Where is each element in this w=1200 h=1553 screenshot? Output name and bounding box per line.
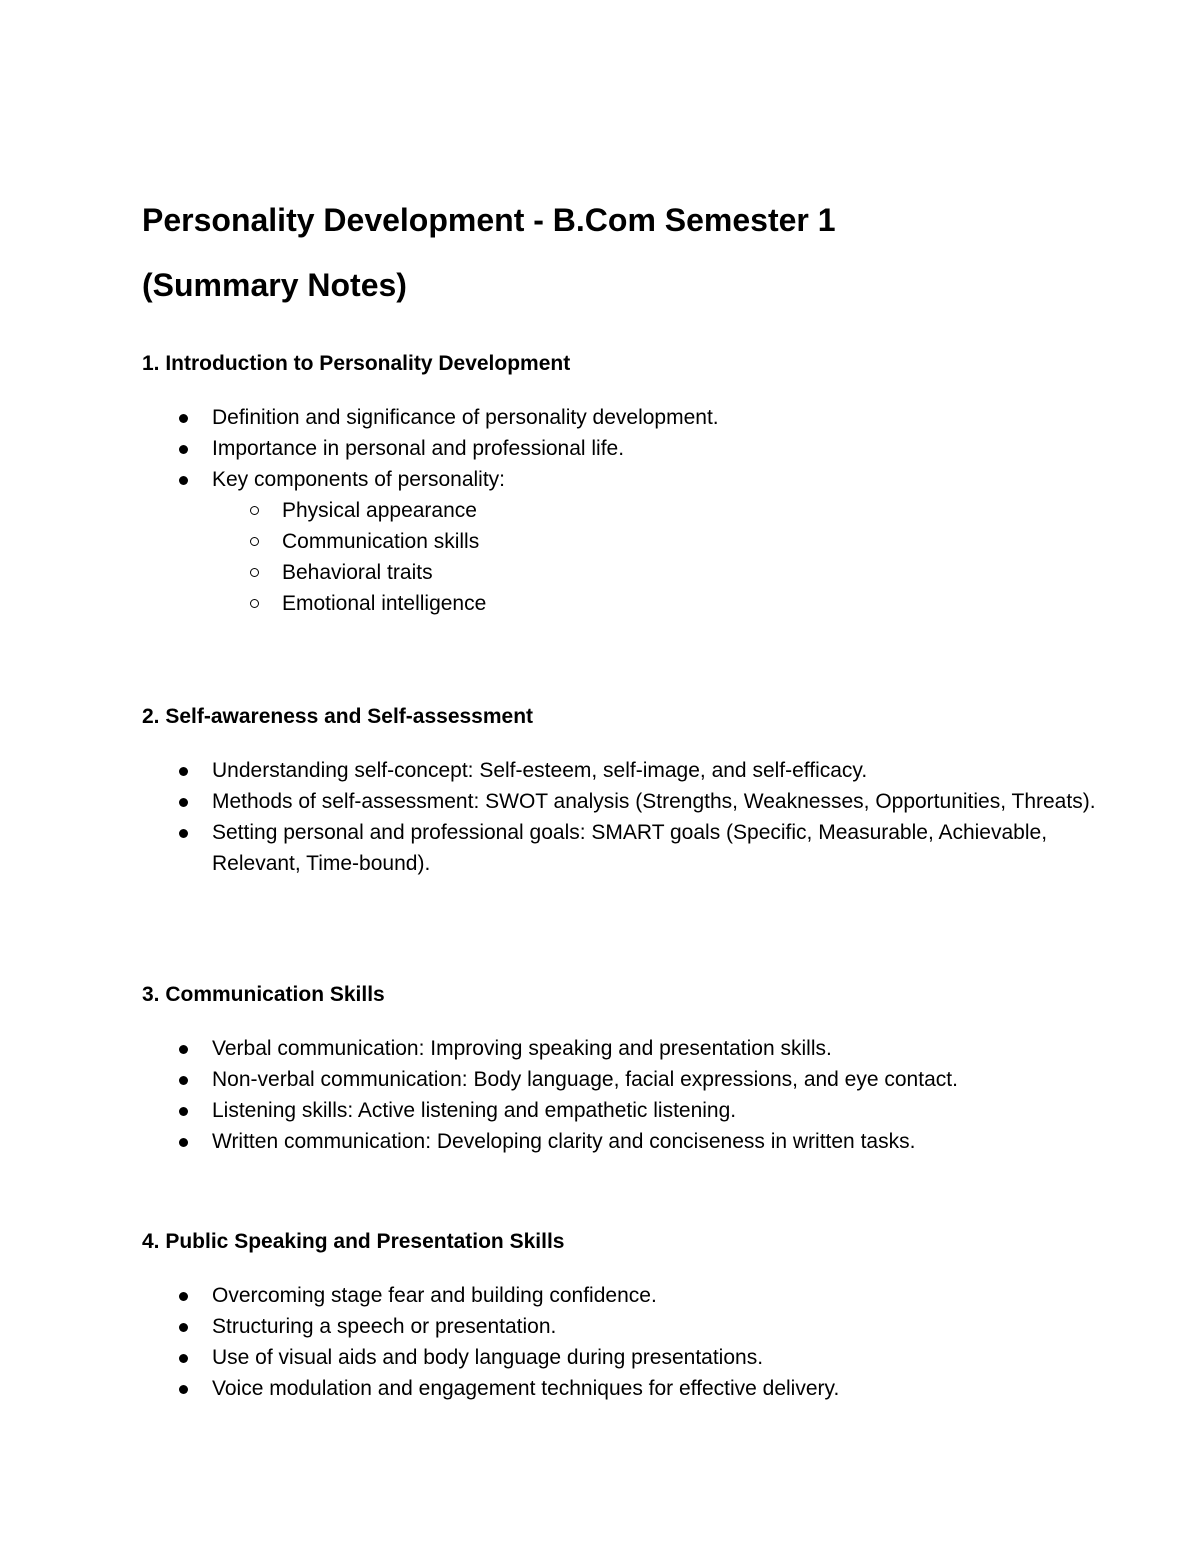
bullet-dot-icon xyxy=(179,1385,188,1394)
sub-list-item-text: Emotional intelligence xyxy=(282,592,487,615)
section-heading: 3. Communication Skills xyxy=(142,983,385,1006)
list-item xyxy=(142,786,1102,817)
list-item-text: Written communication: Developing clarity and conciseness in written tasks. xyxy=(212,1130,916,1153)
bullet-list xyxy=(142,755,1102,879)
bullet-dot-icon xyxy=(179,1323,188,1332)
sub-list-item-text: Physical appearance xyxy=(282,499,477,522)
list-item xyxy=(142,1095,1102,1126)
list-item-text: Overcoming stage fear and building confidence. xyxy=(212,1284,657,1307)
bullet-circle-icon xyxy=(250,537,259,546)
list-item-text: Verbal communication: Improving speaking and presentation skills. xyxy=(212,1037,832,1060)
bullet-dot-icon xyxy=(179,1076,188,1085)
section-self-awareness xyxy=(142,703,1102,879)
bullet-list xyxy=(142,1280,1102,1404)
sub-list-item-text: Behavioral traits xyxy=(282,561,433,584)
bullet-list xyxy=(142,402,1102,619)
bullet-dot-icon xyxy=(179,1138,188,1147)
section-introduction xyxy=(142,350,1102,619)
bullet-dot-icon xyxy=(179,1354,188,1363)
bullet-dot-icon xyxy=(179,798,188,807)
list-item xyxy=(142,817,1102,879)
bullet-dot-icon xyxy=(179,829,188,838)
list-item-text: Methods of self-assessment: SWOT analysis (Strengths, Weaknesses, Opportunities, Threats). xyxy=(212,790,1096,813)
bullet-circle-icon xyxy=(250,568,259,577)
bullet-circle-icon xyxy=(250,599,259,608)
list-item-text: Voice modulation and engagement techniques for effective delivery. xyxy=(212,1377,840,1400)
bullet-dot-icon xyxy=(179,445,188,454)
list-item xyxy=(142,1280,1102,1311)
list-item-text: Definition and significance of personality development. xyxy=(212,406,719,429)
sub-list-item xyxy=(142,557,1102,588)
bullet-circle-icon xyxy=(250,506,259,515)
list-item-text: Importance in personal and professional life. xyxy=(212,437,625,460)
section-public-speaking xyxy=(142,1228,1102,1404)
bullet-dot-icon xyxy=(179,414,188,423)
bullet-dot-icon xyxy=(179,1292,188,1301)
list-item-text: Non-verbal communication: Body language, facial expressions, and eye contact. xyxy=(212,1068,958,1091)
sub-list-item xyxy=(142,526,1102,557)
section-heading: 2. Self-awareness and Self-assessment xyxy=(142,705,534,728)
sub-list-item-text: Communication skills xyxy=(282,530,480,553)
list-item-text: Listening skills: Active listening and empathetic listening. xyxy=(212,1099,737,1122)
bullet-dot-icon xyxy=(179,1107,188,1116)
list-item xyxy=(142,402,1102,433)
list-item xyxy=(142,1126,1102,1157)
list-item xyxy=(142,1311,1102,1342)
list-item xyxy=(142,1373,1102,1404)
list-item xyxy=(142,464,1102,619)
bullet-dot-icon xyxy=(179,767,188,776)
list-item-text: Understanding self-concept: Self-esteem, self-image, and self-efficacy. xyxy=(212,759,868,782)
list-item-text: Use of visual aids and body language during presentations. xyxy=(212,1346,764,1369)
document-subtitle: (Summary Notes) xyxy=(142,267,407,303)
list-item-text: Key components of personality: xyxy=(212,468,505,491)
sub-list-item xyxy=(142,495,1102,526)
list-item xyxy=(142,755,1102,786)
list-item xyxy=(142,1064,1102,1095)
list-item xyxy=(142,1342,1102,1373)
list-item-text: Setting personal and professional goals: SMART goals (Specific, Measurable, Achievable, Relevant, Time-bound). xyxy=(212,821,1048,875)
list-item-text: Structuring a speech or presentation. xyxy=(212,1315,557,1338)
document-title: Personality Development - B.Com Semester 1 xyxy=(142,202,836,238)
bullet-dot-icon xyxy=(179,476,188,485)
bullet-list xyxy=(142,1033,1102,1157)
section-communication-skills xyxy=(142,981,1102,1157)
sub-list-item xyxy=(142,588,1102,619)
sub-bullet-list xyxy=(212,495,1102,619)
list-item xyxy=(142,433,1102,464)
bullet-dot-icon xyxy=(179,1045,188,1054)
section-heading: 4. Public Speaking and Presentation Skills xyxy=(142,1230,565,1253)
list-item xyxy=(142,1033,1102,1064)
section-heading: 1. Introduction to Personality Development xyxy=(142,352,571,375)
